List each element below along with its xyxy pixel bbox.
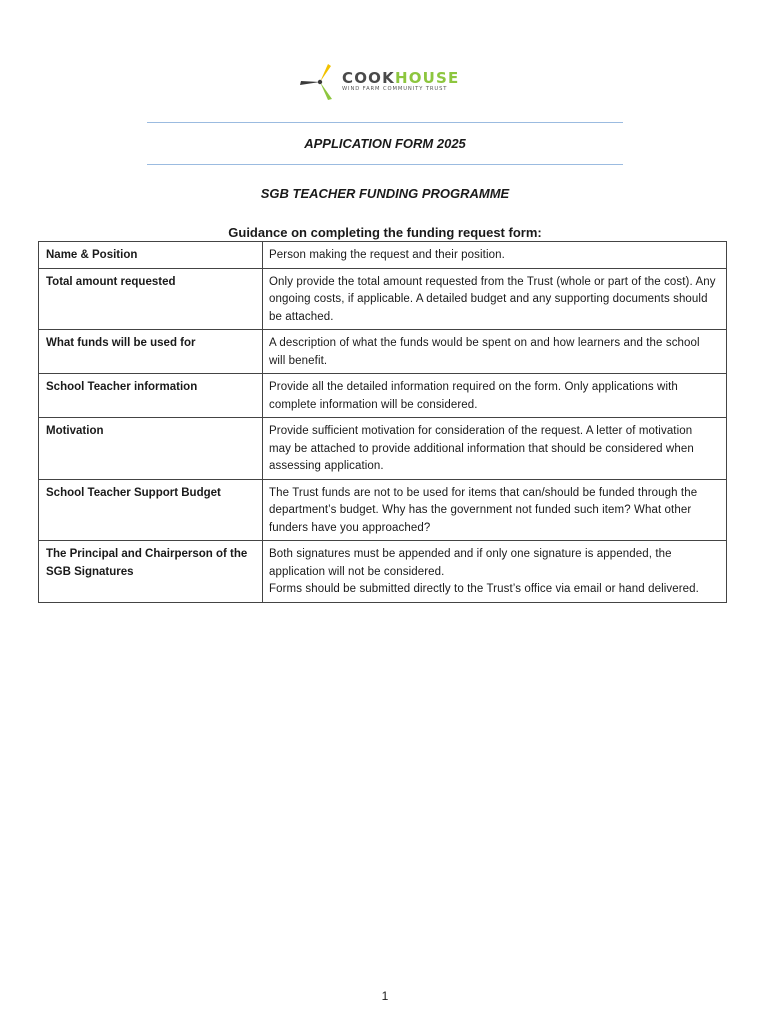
- guidance-table: [38, 241, 727, 603]
- row-label: The Principal and Chairperson of the SGB Signatures: [39, 541, 263, 603]
- top-divider: [147, 122, 623, 123]
- description-paragraph: Only provide the total amount requested from the Trust (whole or part of the cost). Any ongoing costs, if applicable. A detailed budget and any supporting documents should be attached.: [269, 275, 716, 323]
- row-description: [263, 374, 727, 418]
- description-paragraph: Provide sufficient motivation for consideration of the request. A letter of motivation may be attached to provide additional information that should be considered when assessing application.: [269, 425, 694, 472]
- programme-title: SGB TEACHER FUNDING PROGRAMME: [260, 186, 510, 201]
- table-row: [39, 418, 727, 480]
- row-label: Motivation: [39, 418, 263, 480]
- row-label: Total amount requested: [39, 268, 263, 330]
- logo-word-cook: COOK: [342, 69, 395, 87]
- windmill-icon: [298, 62, 342, 102]
- row-description: [263, 479, 727, 541]
- table-row: [39, 330, 727, 374]
- table-row: [39, 374, 727, 418]
- form-title: APPLICATION FORM 2025: [304, 136, 466, 151]
- row-description: [263, 268, 727, 330]
- guidance-heading: Guidance on completing the funding request form:: [228, 225, 542, 240]
- description-paragraph: Person making the request and their position.: [269, 249, 505, 261]
- table-row: [39, 479, 727, 541]
- row-label: What funds will be used for: [39, 330, 263, 374]
- row-label: School Teacher information: [39, 374, 263, 418]
- description-paragraph: The Trust funds are not to be used for items that can/should be funded through the department’s budget. Why has the government not funded such item? What other funders have you approached?: [269, 486, 698, 534]
- cookhouse-logo: [298, 62, 468, 102]
- row-description: [263, 242, 727, 269]
- description-paragraph: Provide all the detailed information required on the form. Only applications with complete information will be considered.: [269, 381, 678, 411]
- row-label: Name & Position: [39, 242, 263, 269]
- table-row: [39, 541, 727, 603]
- description-paragraph: A description of what the funds would be spent on and how learners and the school will benefit.: [269, 337, 700, 367]
- logo-word-house: HOUSE: [394, 69, 460, 87]
- logo-subtitle: WIND FARM COMMUNITY TRUST: [342, 86, 448, 92]
- row-description: [263, 330, 727, 374]
- row-description: [263, 541, 727, 603]
- logo-wordmark: [342, 70, 459, 93]
- description-paragraph: Forms should be submitted directly to the Trust’s office via email or hand delivered.: [269, 583, 699, 595]
- table-row: [39, 242, 727, 269]
- page-number: 1: [381, 989, 389, 1003]
- row-label: School Teacher Support Budget: [39, 479, 263, 541]
- row-description: [263, 418, 727, 480]
- description-paragraph: Both signatures must be appended and if only one signature is appended, the application will not be considered.: [269, 548, 672, 578]
- bottom-divider: [147, 164, 623, 165]
- table-row: [39, 268, 727, 330]
